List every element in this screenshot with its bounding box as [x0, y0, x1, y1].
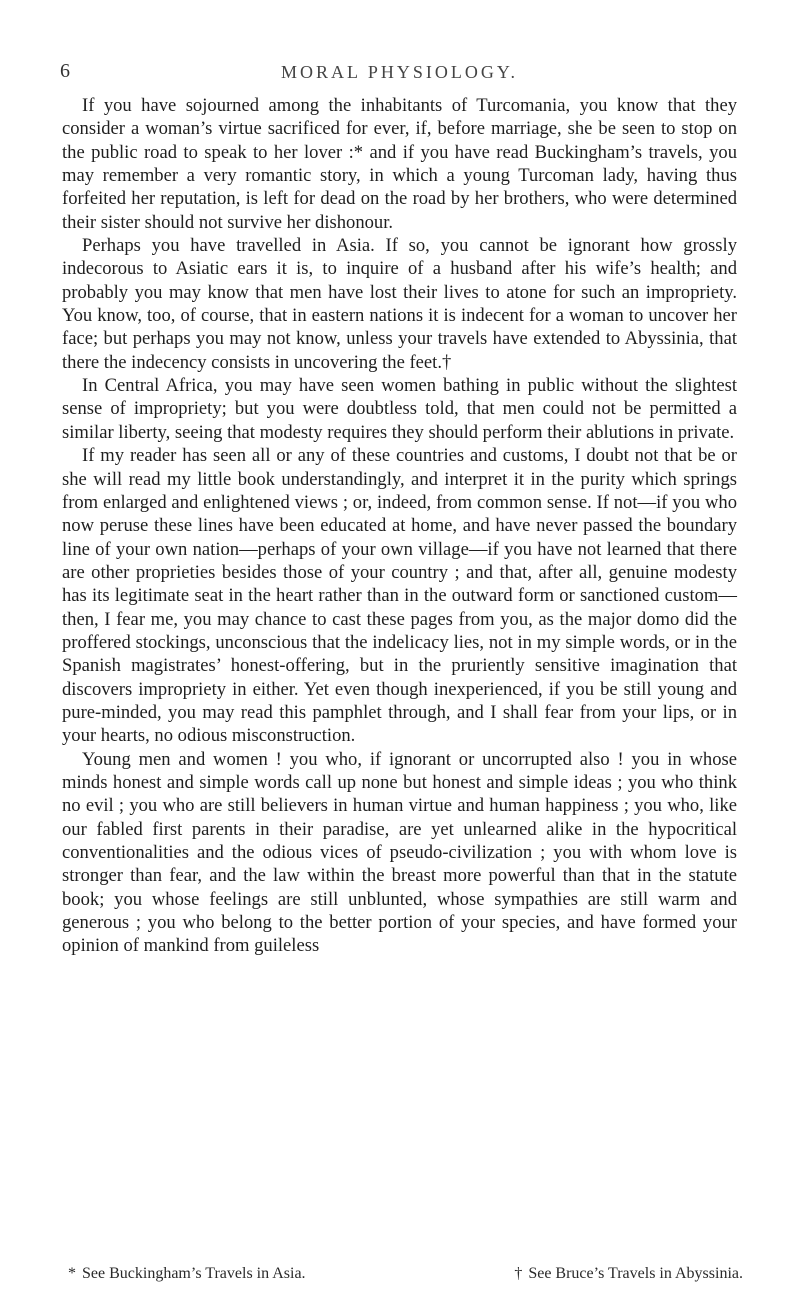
book-page — [62, 60, 737, 958]
footnote-text: See Buckingham’s Travels in Asia. — [82, 1265, 306, 1282]
paragraph: Perhaps you have travelled in Asia. If so, you cannot be ignorant how grossly indecorous to Asiatic ears it is, to inquire of a husband after his wife’s health; and probably you may know that men have lost their lives to atone for such an impropriety. You know, too, of course, that in eastern nations it is indecent for a woman to uncover her face; but perhaps you may not know, unless your travels have extended to Abyssinia, that there the indecency consists in uncovering the feet.† — [62, 235, 737, 373]
paragraph: If you have sojourned among the inhabitants of Turcomania, you know that they consider a woman’s virtue sacrificed for ever, if, before marriage, she be seen to stop on the public road to speak to her lover :* and if you have read Buckingham’s travels, you may remember a very romantic story, in which a young Turcoman lady, having thus forfeited her reputation, is left for dead on the road by her brothers, who were determined their sister should not survive her dishonour. — [62, 95, 737, 233]
paragraph: Young men and women ! you who, if ignorant or uncorrupted also ! you in whose minds honest and simple words call up none but honest and simple ideas ; you who think no evil ; you who are still believers in human virtue and human happiness ; you who, like our fabled first parents in their paradise, are yet unlearned alike in the hypocritical conventionalities and the odious vices of pseudo-civilization ; you with whom love is stronger than fear, and the law within the breast more powerful than that in the statute book; you whose feelings are still unblunted, whose sympathies are still warm and generous ; you who belong to the better portion of your species, and have formed your opinion of mankind from guileless — [62, 748, 737, 957]
page-number: 6 — [60, 60, 70, 82]
running-head — [62, 60, 737, 86]
footnote — [514, 1264, 743, 1284]
paragraph: If my reader has seen all or any of these countries and customs, I doubt not that be or she will read my little book understandingly, and interpret it in the purity which springs from enlarged and enlightened views ; or, indeed, from common sense. If not—if you who now peruse these lines have been educated at home, and have never passed the boundary line of your own nation—perhaps of your own village—if you have not learned that there are other proprieties besides those of your country ; and that, after all, genuine modesty has its legitimate seat in the heart rather than in the outward form or sanctioned custom—then, I fear me, you may chance to cast these pages from you, as the major domo did the proffered stockings, unconscious that the indelicacy lies, not in my simple words, or in the Spanish magistrates’ honest-offering, but in the pruriently sensitive imagination that discovers impropriety in either. Yet even though inexperienced, if you be still young and pure-minded, you may read this pamphlet through, and I shall fear from your lips, or in your hearts, no odious misconstruction. — [62, 445, 737, 747]
footnote-text: See Bruce’s Travels in Abyssinia. — [528, 1265, 743, 1282]
footnote-mark: † — [514, 1265, 523, 1282]
footnote — [68, 1264, 306, 1284]
running-title: MORAL PHYSIOLOGY. — [280, 62, 519, 82]
footnote-mark: * — [68, 1265, 76, 1282]
paragraph: In Central Africa, you may have seen women bathing in public without the slightest sense of impropriety; but you were doubtless told, that men could not be permitted a similar liberty, seeing that modesty requires they should perform their ablutions in private. — [62, 375, 737, 443]
footnotes — [68, 1264, 743, 1284]
body-text — [62, 94, 737, 958]
